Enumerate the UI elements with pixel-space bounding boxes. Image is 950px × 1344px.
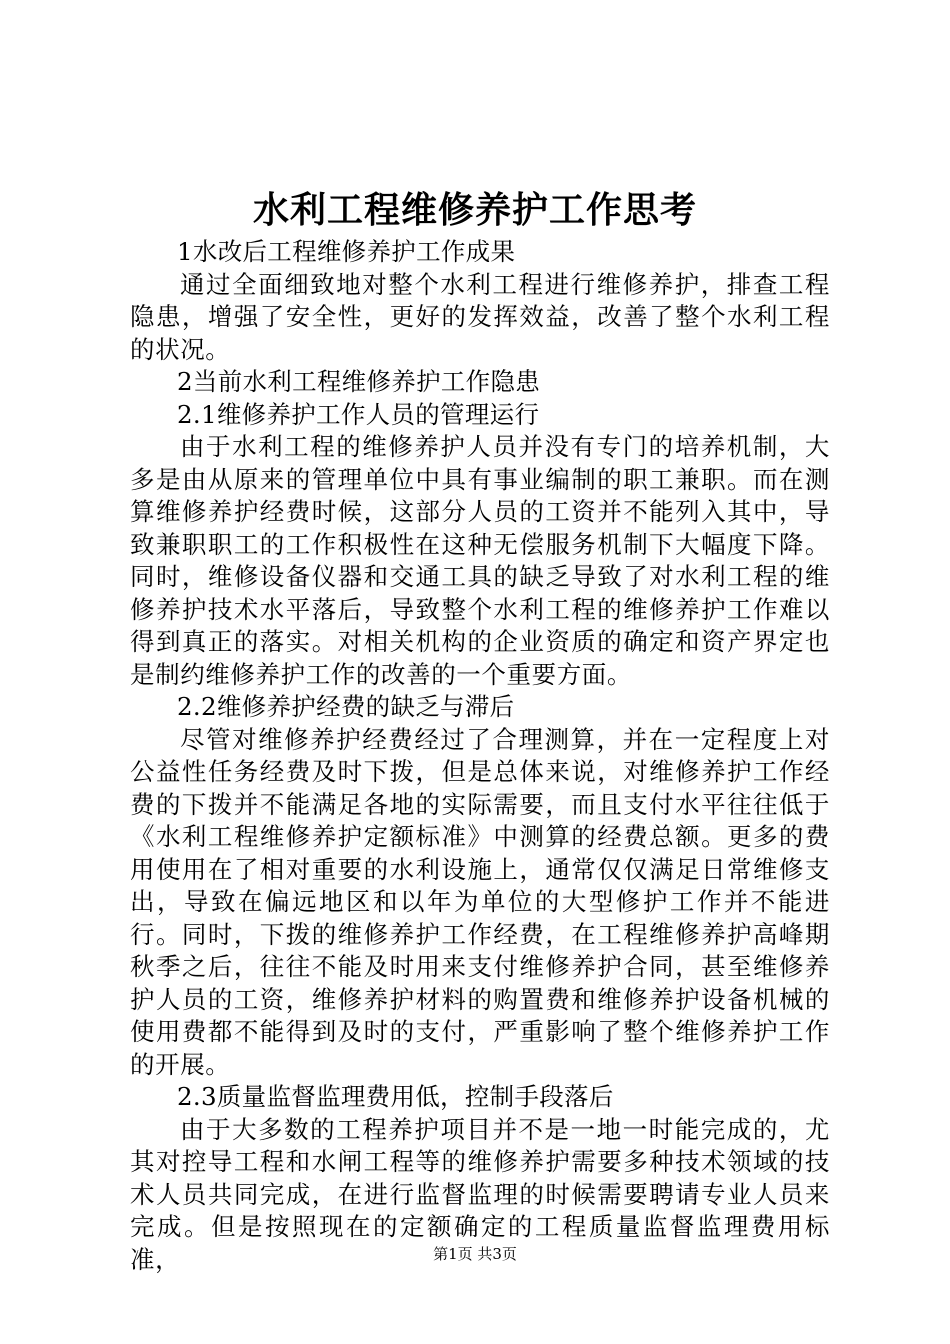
body-paragraph: 由于水利工程的维修养护人员并没有专门的培养机制，大多是由从原来的管理单位中具有事业编制的职工兼职。而在测算维修养护经费时候，这部分人员的工资并不能列入其中，导致兼职职工的工作积极性在这种无偿服务机制下大幅度下降。同时，维修设备仪器和交通工具的缺乏导致了对水利工程的维修养护技术水平落后，导致整个水利工程的维修养护工作难以得到真正的落实。对相关机构的企业资质的确定和资产界定也是制约维修养护工作的改善的一个重要方面。 xyxy=(130,432,830,689)
body-paragraph: 通过全面细致地对整个水利工程进行维修养护，排查工程隐患，增强了安全性，更好的发挥效益，改善了整个水利工程的状况。 xyxy=(130,269,830,364)
subsection-heading: 2.2维修养护经费的缺乏与滞后 xyxy=(177,692,515,721)
document-body xyxy=(130,236,830,1276)
body-paragraph: 尽管对维修养护经费经过了合理测算，并在一定程度上对公益性任务经费及时下拨，但是总体来说，对维修养护工作经费的下拨并不能满足各地的实际需要，而且支付水平往往低于《水利工程维修养护定额标准》中测算的经费总额。更多的费用使用在了相对重要的水利设施上，通常仅仅满足日常维修支出，导致在偏远地区和以年为单位的大型修护工作并不能进行。同时，下拨的维修养护工作经费，在工程维修养护高峰期秋季之后，往往不能及时用来支付维修养护合同，甚至维修养护人员的工资，维修养护材料的购置费和维修养护设备机械的使用费都不能得到及时的支付，严重影响了整个维修养护工作的开展。 xyxy=(130,724,830,1079)
subsection-heading: 2.3质量监督监理费用低，控制手段落后 xyxy=(177,1082,614,1111)
section-heading: 2当前水利工程维修养护工作隐患 xyxy=(177,367,541,396)
section-heading: 1水改后工程维修养护工作成果 xyxy=(177,237,516,266)
document-title: 水利工程维修养护工作思考 xyxy=(252,189,697,231)
page-number: 第1页 共3页 xyxy=(433,1245,517,1263)
subsection-heading: 2.1维修养护工作人员的管理运行 xyxy=(177,399,540,429)
body-paragraph: 由于大多数的工程养护项目并不是一地一时能完成的，尤其对控导工程和水闸工程等的维修养护需要多种技术领域的技术人员共同完成，在进行监督监理的时候需要聘请专业人员来完成。但是按照现在的定额确定的工程质量监督监理费用标准， xyxy=(130,1114,830,1274)
